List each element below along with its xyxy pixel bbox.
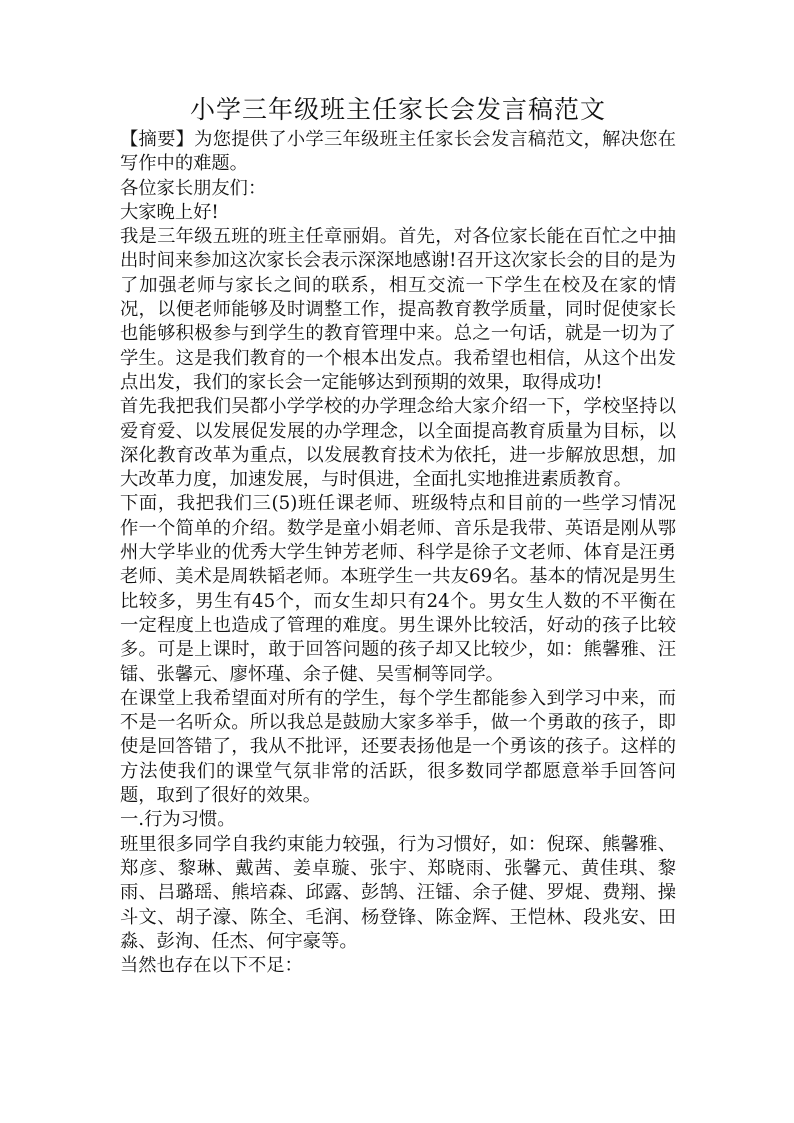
abstract-paragraph: 【摘要】为您提供了小学三年级班主任家长会发言稿范文，解决您在写作中的难题。 — [120, 129, 676, 175]
document-page — [120, 92, 676, 978]
classroom-paragraph: 在课堂上我希望面对所有的学生，每个学生都能参入到学习中来，而不是一名听众。所以我总是鼓励大家多举手，做一个勇敢的孩子，即使是回答错了，我从不批评，还要表扬他是一个勇该的孩子。这样的方法使我们的课堂气氛非常的活跃，很多数同学都愿意举手回答问题，取到了很好的效果。 — [120, 687, 676, 807]
class-overview-paragraph: 下面，我把我们三(5)班任课老师、班级特点和目前的一些学习情况作一个简单的介绍。数学是童小娟老师、音乐是我带、英语是刚从鄂州大学毕业的优秀大学生钟芳老师、科学是徐子文老师、体育是汪勇老师、美术是周轶韬老师。本班学生一共友69名。基本的情况是男生比较多，男生有45个，而女生却只有24个。男女生人数的不平衡在一定程度上也造成了管理的难度。男生课外比较活，好动的孩子比较多。可是上课时，敢于回答问题的孩子却又比较少，如：熊馨雅、汪镭、张馨元、廖怀瑾、余子健、吴雪桐等同学。 — [120, 493, 676, 685]
document-title: 小学三年级班主任家长会发言稿范文 — [189, 95, 606, 124]
school-philosophy-paragraph: 首先我把我们吴都小学学校的办学理念给大家介绍一下，学校坚持以爱育爱、以发展促发展的办学理念，以全面提高教育质量为目标，以深化教育改革为重点，以发展教育技术为依托，进一步解放思想，加大改革力度，加速发展，与时俱进，全面扎实地推进素质教育。 — [120, 396, 676, 491]
shortcomings-paragraph: 当然也存在以下不足： — [120, 955, 303, 977]
greeting-paragraph: 各位家长朋友们： — [120, 177, 267, 199]
introduction-paragraph: 我是三年级五班的班主任章丽娟。首先，对各位家长能在百忙之中抽出时间来参加这次家长会表示深深地感谢!召开这次家长会的目的是为了加强老师与家长之间的联系，相互交流一下学生在校及在家的情况，以便老师能够及时调整工作，提高教育教学质量，同时促使家长也能够积极参与到学生的教育管理中来。总之一句话，就是一切为了学生。这是我们教育的一个根本出发点。我希望也相信，从这个出发点出发，我们的家长会一定能够达到预期的效果，取得成功! — [120, 226, 676, 393]
section-heading-behavior: 一.行为习惯。 — [120, 809, 236, 831]
behavior-paragraph: 班里很多同学自我约束能力较强，行为习惯好，如：倪琛、熊馨雅、郑彦、黎琳、戴茜、姜卓璇、张宇、郑晓雨、张馨元、黄佳琪、黎雨、吕璐瑶、熊培森、邱露、彭鹄、汪镭、余子健、罗焜、费翔、操斗文、胡子濠、陈全、毛润、杨登锋、陈金辉、王恺林、段兆安、田淼、彭洵、任杰、何宇豪等。 — [120, 833, 676, 952]
greeting-evening-paragraph: 大家晚上好! — [120, 201, 219, 223]
